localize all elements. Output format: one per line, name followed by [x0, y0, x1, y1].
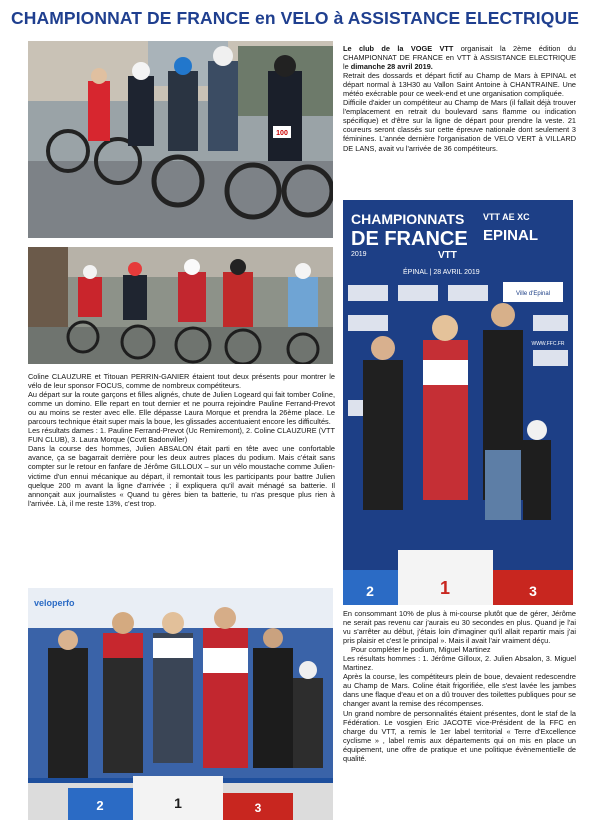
intro-paragraph-2: Retrait des dossards et départ fictif au Champ de Mars à EPINAL et départ normal à 13H30 au Vallon Saint Antoine à CHANTRAINE. Une météo exécrable pour ce week-end et une organisation compliquée.	[343, 71, 576, 99]
intro-sentence: organisait la 2ème édition du CHAMPIONNAT DE FRANCE en VTT à ASSISTANCE ELECTRIQUE le	[343, 44, 576, 72]
intro-text	[343, 44, 576, 153]
right-paragraph-5: Un grand nombre de personnalités étaient présentes, dont le staf de la Fédération. Le vosgien Eric JACOTE vice-Président de la FFC en charge du VTT, a remis le 1er label territorial « Terre d'Excellence cyclisme » , label remis aux départements qui on mis en place un équipement, une offre de pratique et une politique évènementielle de qualité.	[343, 708, 576, 763]
page-title: CHAMPIONNAT DE FRANCE en VELO à ASSISTANCE ELECTRIQUE	[11, 8, 579, 28]
banner-line1: CHAMPIONNATS	[351, 211, 465, 227]
banner-vtt: VTT	[438, 250, 457, 261]
photo-men-podium	[28, 588, 333, 820]
photo-race-pack	[28, 247, 333, 364]
middle-paragraph-4: Dans la course des hommes, Julien ABSALON était parti en tête avec une confortable avance, ça se bagarrait derrière pour les deux autres places du podium. Mais c'était sans compter sur le retour en fanfare de Jérôme GILLOUX – sur un vélo moustache comme Julien- victime d'un ennui mécanique au départ, il remontait tous les participants pour battre Julien quelque 200 m avant la ligne d'arrivée ; il expliquera qu'il avait ménagé sa batterie. Il annonçait aux journalistes « Quand tu gères bien ta batterie, tu n'as presque plus rien à l'arrivée. Là, il me reste 13%, c'est trop.	[28, 444, 335, 508]
podium-step-3-men: 3	[254, 801, 262, 815]
brand-logo: veloperfo	[34, 598, 75, 608]
intro-paragraph-3: Difficile d'aider un compétiteur au Champ de Mars (il fallait déjà trouver l'emplacement en retrait du boulevard sans flamme ou indication spécifique) et d'être sur la ligne de départ pour prendre la veste. 21 coureurs seront classés sur cette épreuve nationale dont seulement 3 féminines. L'année dernière l'organisation de VELO VERT à VILLARD DE LANS, avait vu l'arrivée de 36 compétiteurs.	[343, 98, 576, 153]
middle-paragraph-2: Au départ sur la route garçons et filles alignés, chute de Julien Logeard qui fait tomber Coline, comme un domino. Elle repart en tout dernier et ne pourra rejoindre Pauline Ferrand-Prevot ou au moins se rester avec elle. Elle dépasse Laura Morque et prendra la 26ème place. Le parcours technique était super mais la boue, les glissades accentuaient encore les difficultés.	[28, 390, 335, 427]
results-men: Les résultats hommes : 1. Jérôme Gilloux, 2. Julien Absalon, 3. Miguel Martinez.	[343, 654, 576, 673]
event-date: dimanche 28 avril 2019.	[350, 62, 433, 72]
results-women: Les résultats dames : 1. Pauline Ferrand-Prevot (Uc Remiremont), 2. Coline CLAUZURE (VTT FUN CLUB), 3. Laura Morque (Ccvtt Badonviller)	[28, 426, 335, 445]
photo-women-podium	[343, 200, 573, 605]
middle-text	[28, 372, 335, 508]
photo-start-line	[28, 41, 333, 238]
club-name: Le club de la VOGE VTT	[343, 44, 454, 53]
right-paragraph-1: En consommant 10% de plus à mi-course plutôt que de gérer, Jérôme ne serait pas revenu car j'aurais eu 30 secondes en plus. Quand je l'ai vu s'arrêter au début, j'étais loin d'imaginer qu'il allait repartir mais j'ai pris plaisir et c'est le principal ». Mais il avait l'air vraiment déçu.	[343, 609, 576, 646]
banner-date: ÉPINAL | 28 AVRIL 2019	[403, 269, 480, 276]
banner-tag: VTT AE XC	[483, 212, 530, 222]
bib-number: 100	[276, 130, 288, 137]
banner-line2: DE FRANCE	[351, 228, 468, 250]
podium-step-1-men: 1	[174, 795, 182, 811]
podium-step-1: 1	[439, 578, 451, 598]
sponsor-logo: Ville d'Epinal	[515, 291, 551, 297]
banner-city: EPINAL	[483, 227, 539, 244]
right-text	[343, 609, 576, 763]
banner-web: WWW.FFC.FR	[531, 341, 565, 347]
middle-paragraph-1: Coline CLAUZURE et Titouan PERRIN-GANIER étaient tout deux présents pour montrer le vélo de leur sponsor FOCUS, comme de nombreux compétiteurs.	[28, 372, 335, 391]
podium-step-2: 2	[366, 583, 374, 599]
right-paragraph-2: Pour compléter le podium, Miguel Martinez	[351, 645, 491, 655]
podium-step-3: 3	[529, 583, 537, 599]
banner-year: 2019	[351, 251, 367, 258]
right-paragraph-4: Après la course, les compétiteurs plein de boue, devaient redescendre au Champ de Mars. Coline était frigorifiée, elle s'est lavée les jambes dans une flaque d'eau et on a dû trouver des toilettes publiques pour se changer avant la remise des récompenses.	[343, 672, 576, 709]
podium-step-2-men: 2	[96, 798, 104, 813]
